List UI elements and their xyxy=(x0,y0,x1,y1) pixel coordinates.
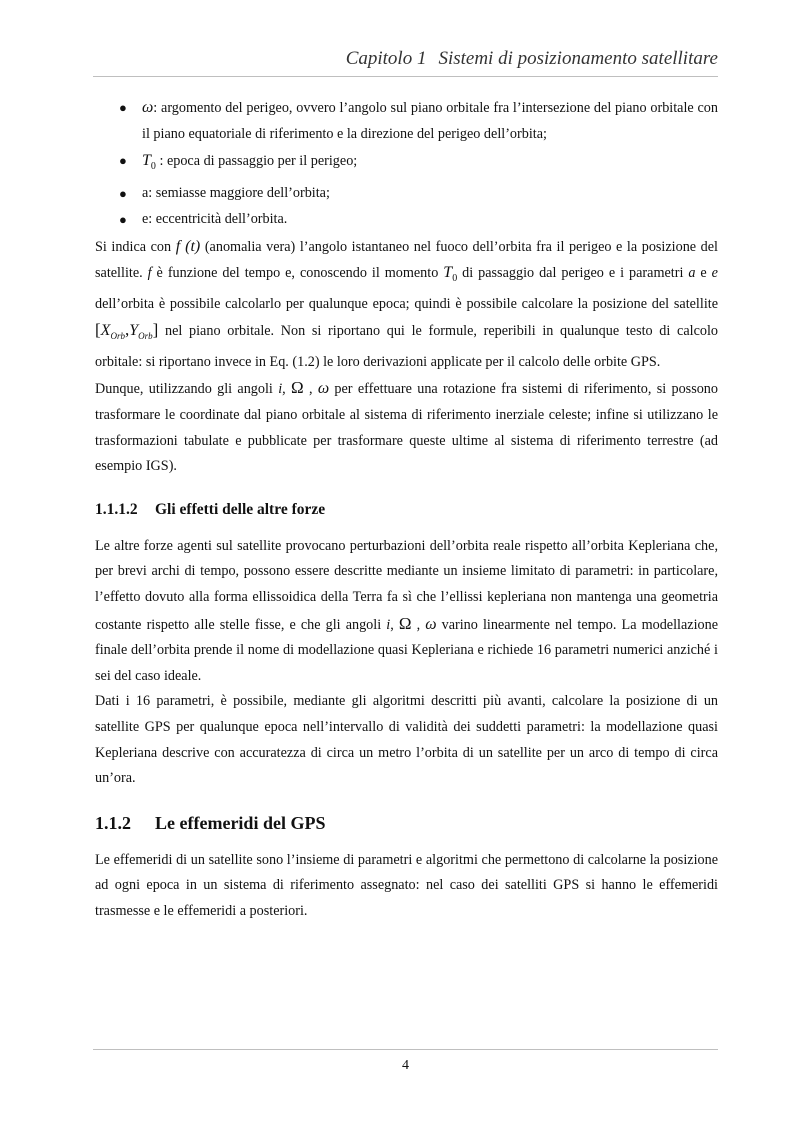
paragraph-sixteen-parameters: Dati i 16 parametri, è possibile, mediante gli algoritmi descritti più avanti, calcolare la posizione di un satellite GPS per qualunque epoca nell’intervallo di validità dei suddetti parametri: la modellazione quasi Kepleriana descrive con accuratezza di circa un metro l’orbita di un satellite per un arco di tempo di circa un’ora. xyxy=(95,693,718,787)
page-footer xyxy=(93,1049,718,1074)
t0-symbol: T xyxy=(443,264,453,282)
capital-omega-symbol: Ω xyxy=(291,378,304,398)
subsection-heading xyxy=(95,498,718,522)
italic-i: i xyxy=(278,381,283,398)
t0-symbol: T xyxy=(142,152,151,170)
bracket-close: ] xyxy=(152,320,159,340)
y-orb-symbol: Y xyxy=(129,322,139,340)
bullet-icon: ● xyxy=(119,100,127,115)
list-item-text: : epoca di passaggio per il perigeo; xyxy=(159,153,358,170)
section-title: Le effemeridi del GPS xyxy=(155,812,326,833)
text-run: è funzione del tempo e, conoscendo il momento xyxy=(151,265,444,282)
text-run: varino linearmente nel tempo. La modellazione finale dell’orbita prende il nome di modellazione quasi Kepleriana e richiede 16 parametri numerici anziché i sei del caso ideale. xyxy=(95,616,719,684)
y-orb-subscript: Orb xyxy=(138,331,153,342)
subsection-number: 1.1.1.2 xyxy=(95,500,138,518)
chapter-label: Capitolo 1 xyxy=(345,48,427,69)
omega-symbol: ω xyxy=(317,380,330,398)
bullet-icon: ● xyxy=(119,212,127,228)
running-header xyxy=(93,48,718,77)
text-run: di passaggio dal perigeo e i parametri xyxy=(457,265,689,282)
text-run: Le altre forze agenti sul satellite provocano perturbazioni dell’orbita reale rispetto all’orbita Kepleriana che, per brevi archi di tempo, possono essere descritte mediante un insieme limitato di parametri: in particolare, l’effetto dovuto alla forma ellissoidica della Terra fa sì che l’ellissi kepleriana non mantenga una geometria costante rispetto alle stelle fisse, e che gli angoli xyxy=(95,537,718,633)
italic-f: f xyxy=(147,265,152,282)
page-body xyxy=(95,95,718,925)
list-item xyxy=(95,207,718,233)
capital-omega-symbol: Ω xyxy=(398,613,412,633)
paragraph-perturbations: Le altre forze agenti sul satellite provocano perturbazioni dell’orbita reale rispetto all’orbita Kepleriana che, per brevi archi di tempo, possono essere descritte mediante un insieme limitato di parametri: in particolare, l’effetto dovuto alla forma ellissoidica della Terra fa sì che l’ellissi kepleriana non mantenga una geometria costante rispetto alle stelle fisse, e che gli angoli i, Ω , ω varino linearmente nel tempo. La modellazione finale dell’orbita prende il nome di modellazione quasi Kepleriana e richiede 16 parametri numerici anziché i sei del caso ideale. xyxy=(95,537,719,684)
italic-a: a xyxy=(688,265,696,282)
list-item-text: e: eccentricità dell’orbita. xyxy=(142,211,288,228)
x-orb-symbol: X xyxy=(100,322,111,340)
section-heading xyxy=(95,810,718,836)
bracket-open: [ xyxy=(95,320,101,340)
paragraph-ephemerides: Le effemeridi di un satellite sono l’insieme di parametri e algoritmi che permettono di calcolarne la posizione ad ogni epoca in un sistema di riferimento assegnato: nel caso dei satelliti GPS si hanno le effemeridi trasmesse e le effemeridi a posteriori. xyxy=(95,851,718,919)
italic-e: e xyxy=(711,265,718,282)
text-run: Si indica con xyxy=(95,238,176,255)
page-number: 4 xyxy=(402,1058,409,1073)
list-item xyxy=(95,95,718,147)
text-run: nel piano orbitale. Non si riportano qui le formule, reperibili in qualunque testo di calcolo orbitale: si riportano invece in Eq. (1.2) le loro derivazioni applicate per il calcolo delle orbite GPS. xyxy=(95,323,718,370)
orbital-parameters-list xyxy=(95,95,718,233)
text-run: (anomalia vera) l’angolo istantaneo nel fuoco dell’orbita fra il perigeo e la posizione del satellite. xyxy=(95,238,719,282)
list-item xyxy=(95,181,718,207)
comma: , xyxy=(124,320,130,340)
chapter-title: Sistemi di posizionamento satellitare xyxy=(438,48,718,69)
bullet-icon: ● xyxy=(119,153,127,169)
text-run: per effettuare una rotazione fra sistemi di riferimento, si possono trasformare le coordinate dal piano orbitale al sistema di riferimento inerziale celeste; infine si utilizzano le trasformazioni tabulate e pubblicate per trasformare queste ultime al sistema di riferimento terrestre (ad esempio IGS). xyxy=(95,381,718,475)
t0-subscript: 0 xyxy=(150,161,156,173)
subsection-title: Gli effetti delle altre forze xyxy=(155,500,326,518)
omega-symbol: ω xyxy=(142,99,154,116)
list-item-text: a: semiasse maggiore dell’orbita; xyxy=(142,184,330,201)
text-run: Dunque, utilizzando gli angoli xyxy=(95,381,279,398)
list-item xyxy=(95,148,718,179)
list-item-text: : argomento del perigeo, ovvero l’angolo sul piano orbitale fra l’intersezione del piano orbitale con il piano equatoriale di riferimento e la direzione del perigeo dell’orbita; xyxy=(142,100,718,142)
x-orb-subscript: Orb xyxy=(110,331,125,342)
bullet-icon: ● xyxy=(119,185,127,201)
section-number: 1.1.2 xyxy=(95,812,131,833)
text-run: e xyxy=(695,265,712,282)
paragraph-rotation: Dunque, utilizzando gli angoli i, Ω , ω per effettuare una rotazione fra sistemi di riferimento, si possono trasformare le coordinate dal piano orbitale al sistema di riferimento inerziale celeste; infine si utilizzano le trasformazioni tabulate e pubblicate per trasformare queste ultime al sistema di riferimento terrestre (ad esempio IGS). xyxy=(95,378,718,475)
italic-i: i xyxy=(386,616,391,633)
text-run: dell’orbita è possibile calcolarlo per qualunque epoca; quindi è possibile calcolare la posizione del satellite xyxy=(95,295,718,312)
paragraph-true-anomaly xyxy=(95,234,718,376)
omega-symbol: ω xyxy=(425,615,437,633)
f-of-t-symbol: f (t) xyxy=(175,237,201,255)
t0-subscript: 0 xyxy=(452,273,458,285)
